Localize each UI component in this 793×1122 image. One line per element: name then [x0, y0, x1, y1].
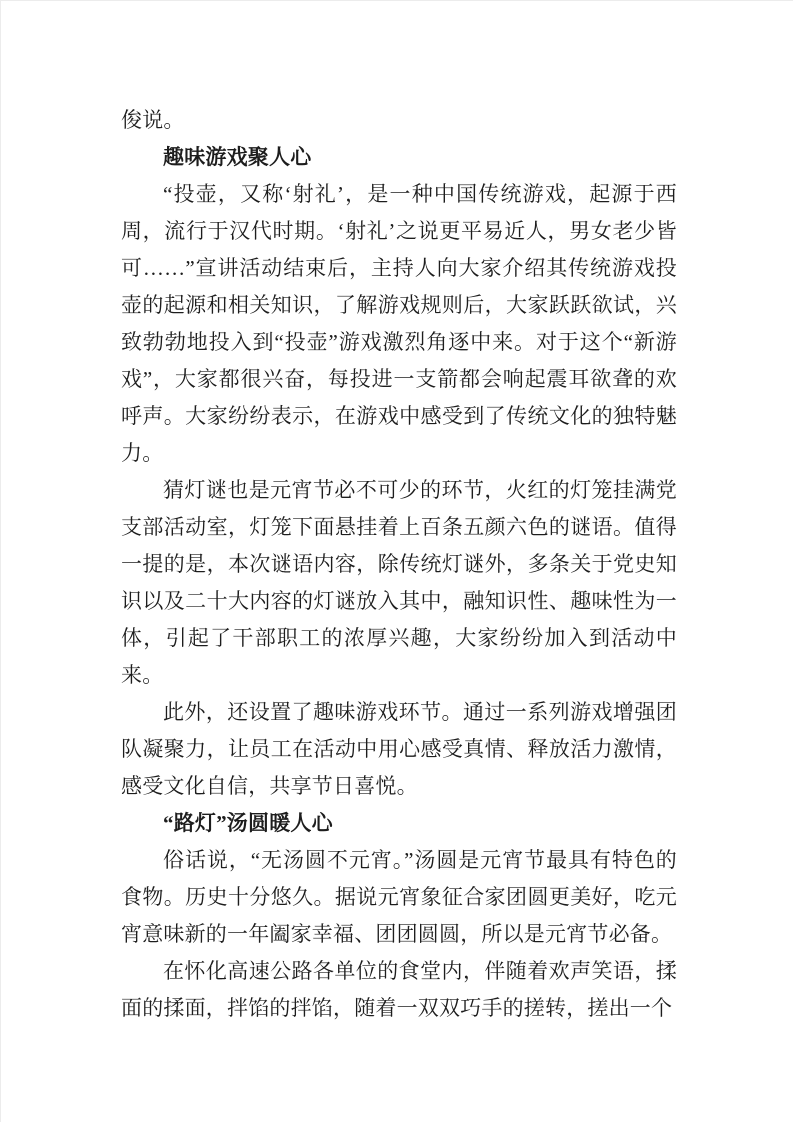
paragraph: 俗话说，“无汤圆不元宵。”汤圆是元宵节最具有特色的食物。历史十分悠久。据说元宵象征合家团圆更美好，吃元宵意味新的一年阖家幸福、团团圆圆，所以是元宵节必备。: [121, 848, 677, 946]
paragraph: “投壶，又称‘射礼’，是一种中国传统游戏，起源于西周，流行于汉代时期。‘射礼’之说更平易近人，男女老少皆可……”宣讲活动结束后，主持人向大家介绍其传统游戏投壶的起源和相关知识，了解游戏规则后，大家跃跃欲试，兴致勃勃地投入到“投壶”游戏激烈角逐中来。对于这个“新游戏”，大家都很兴奋，每投进一支箭都会响起震耳欲聋的欢呼声。大家纷纷表示，在游戏中感受到了传统文化的独特魅力。: [121, 182, 677, 465]
section-heading: “路灯”汤圆暖人心: [163, 811, 333, 835]
paragraph: 俊说。: [121, 108, 185, 132]
document-body: [121, 102, 677, 1027]
paragraph: 在怀化高速公路各单位的食堂内，伴随着欢声笑语，揉面的揉面，拌馅的拌馅，随着一双双巧手的搓转，搓出一个: [121, 959, 677, 1020]
section-heading: 趣味游戏聚人心: [163, 145, 312, 169]
paragraph: 猜灯谜也是元宵节必不可少的环节，火红的灯笼挂满党支部活动室，灯笼下面悬挂着上百条五颜六色的谜语。值得一提的是，本次谜语内容，除传统灯谜外，多条关于党史知识以及二十大内容的灯谜放入其中，融知识性、趣味性为一体，引起了干部职工的浓厚兴趣，大家纷纷加入到活动中来。: [121, 478, 677, 687]
paragraph: 此外，还设置了趣味游戏环节。通过一系列游戏增强团队凝聚力，让员工在活动中用心感受真情、释放活力激情，感受文化自信，共享节日喜悦。: [121, 700, 677, 798]
